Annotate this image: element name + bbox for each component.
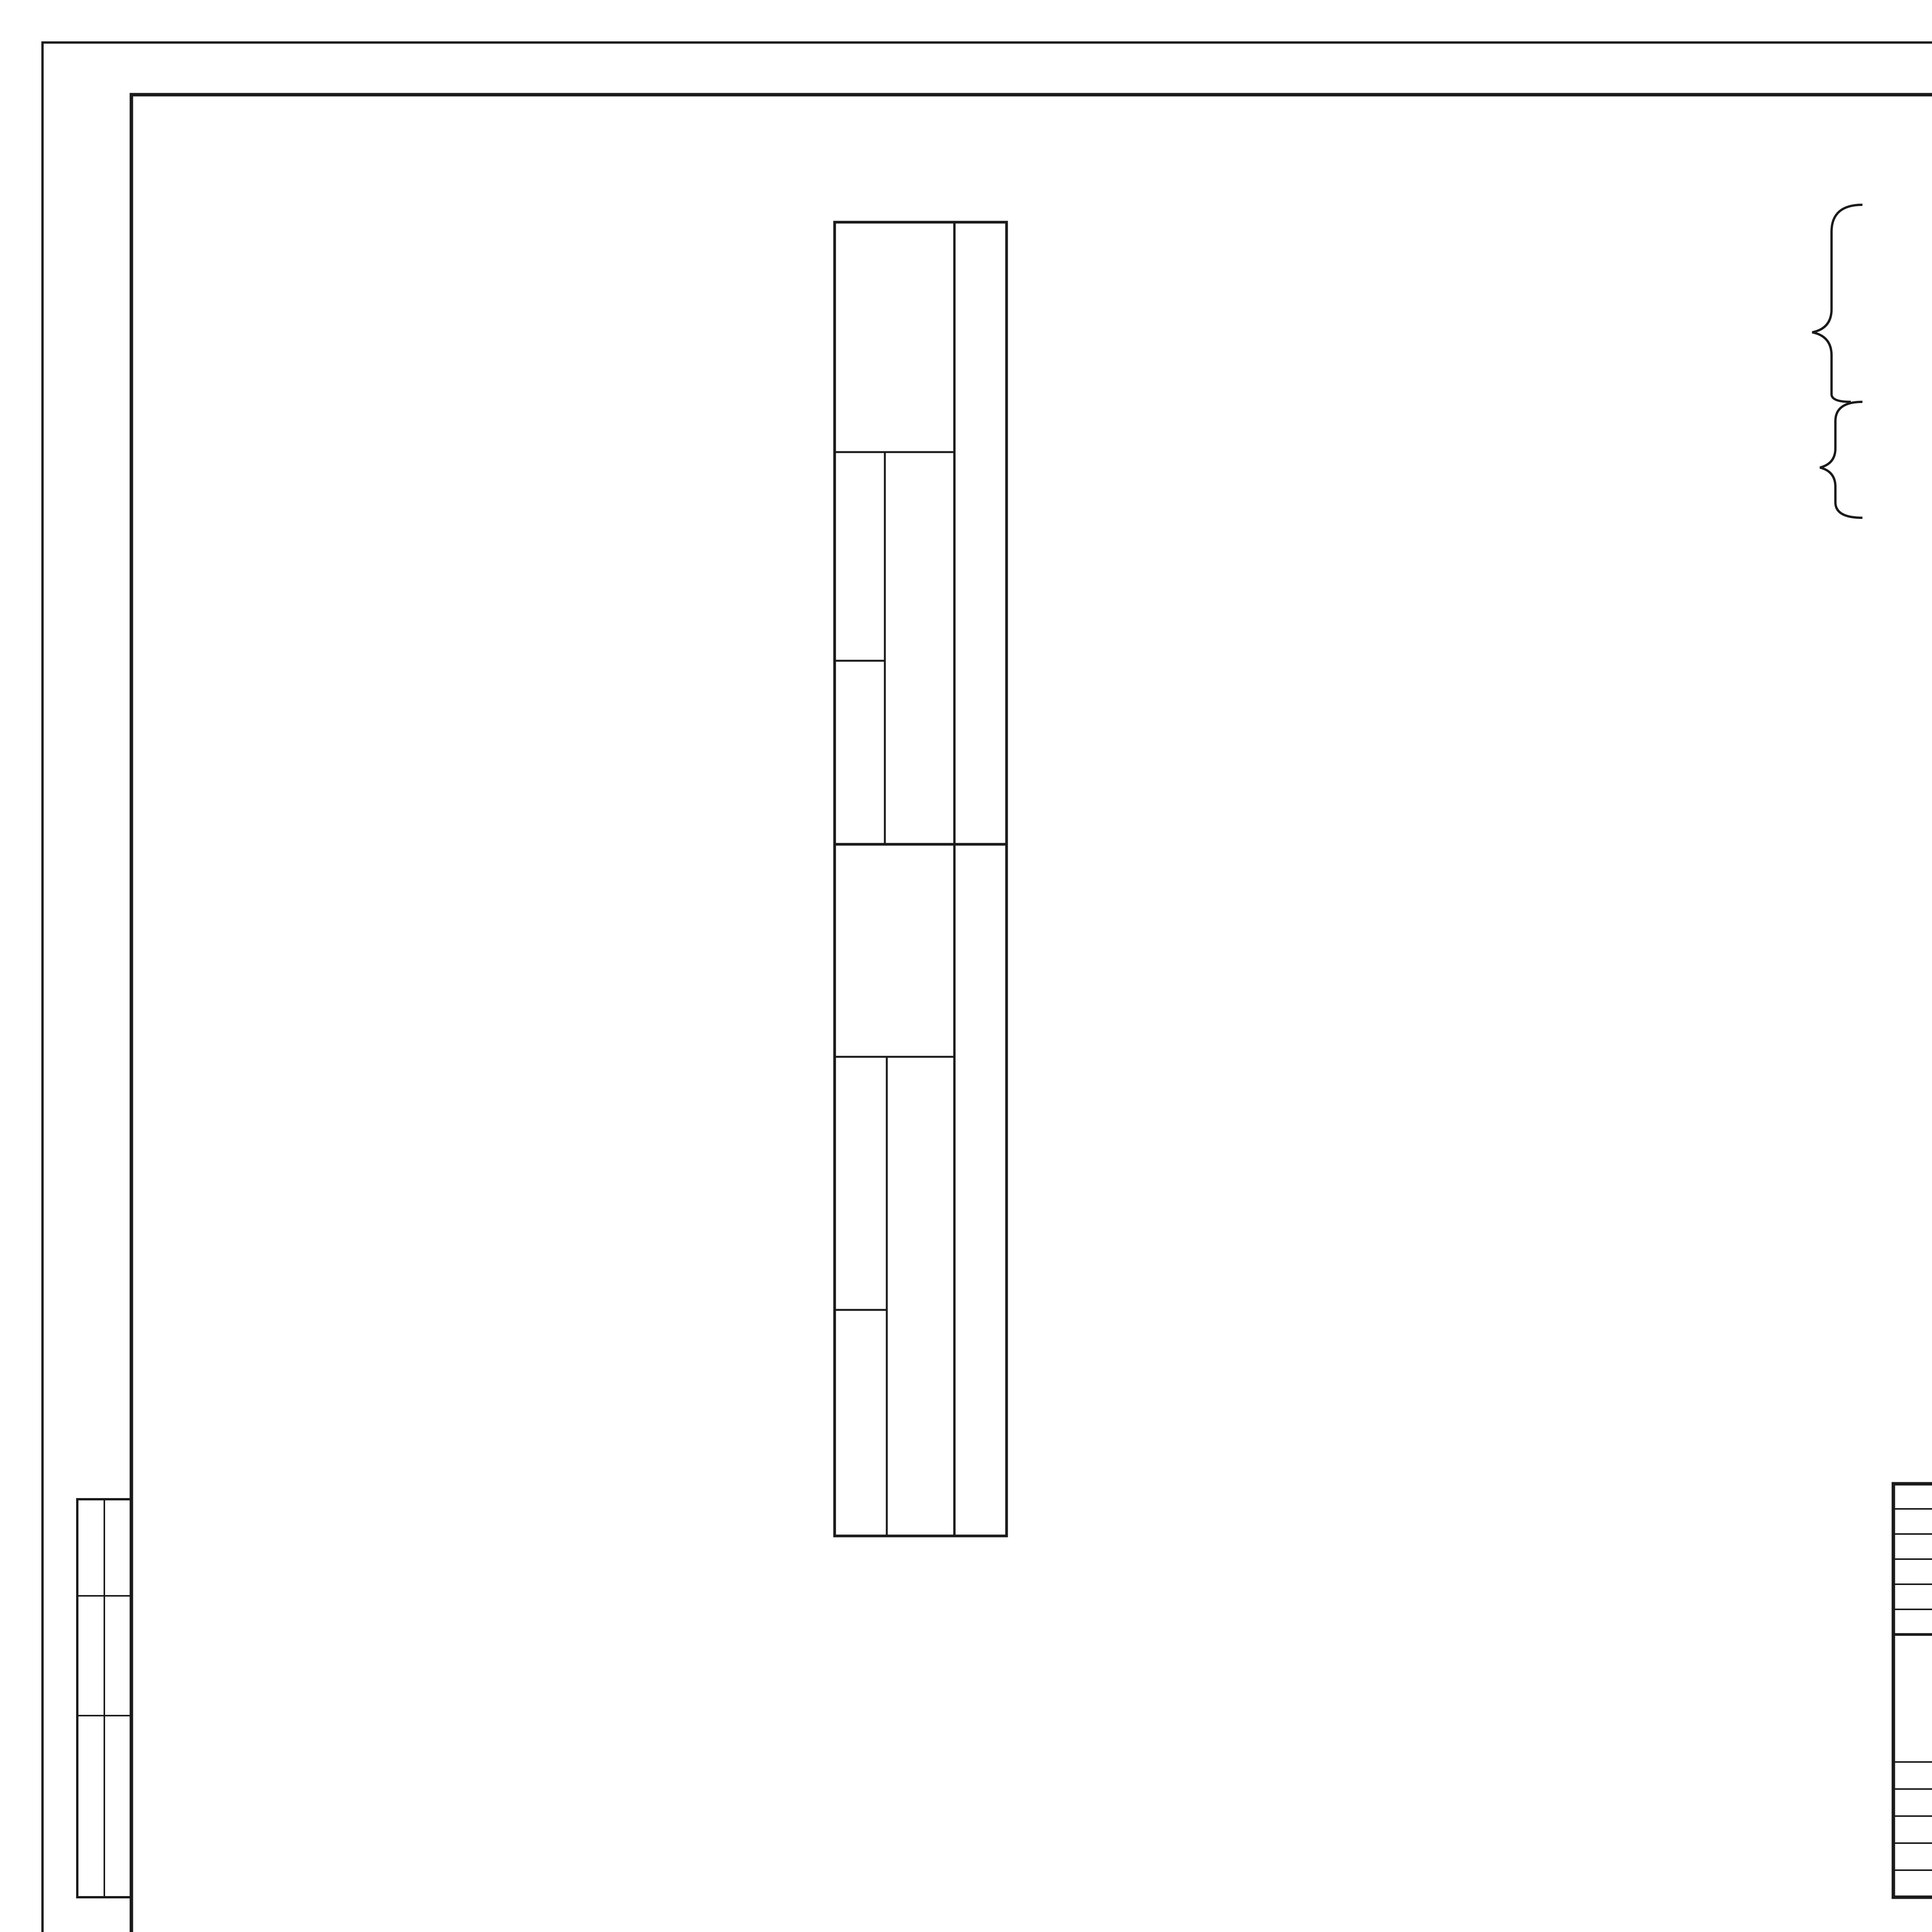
brace-two-breakers [1812, 205, 1862, 402]
outer-border [43, 43, 1932, 1932]
brace-one-breaker [1820, 402, 1862, 518]
title-block [1893, 1484, 1932, 1897]
annotations [1812, 205, 1862, 518]
circuit-legend-table [835, 222, 1007, 1536]
inner-border [131, 95, 1932, 1932]
left-strip [77, 1499, 131, 1897]
